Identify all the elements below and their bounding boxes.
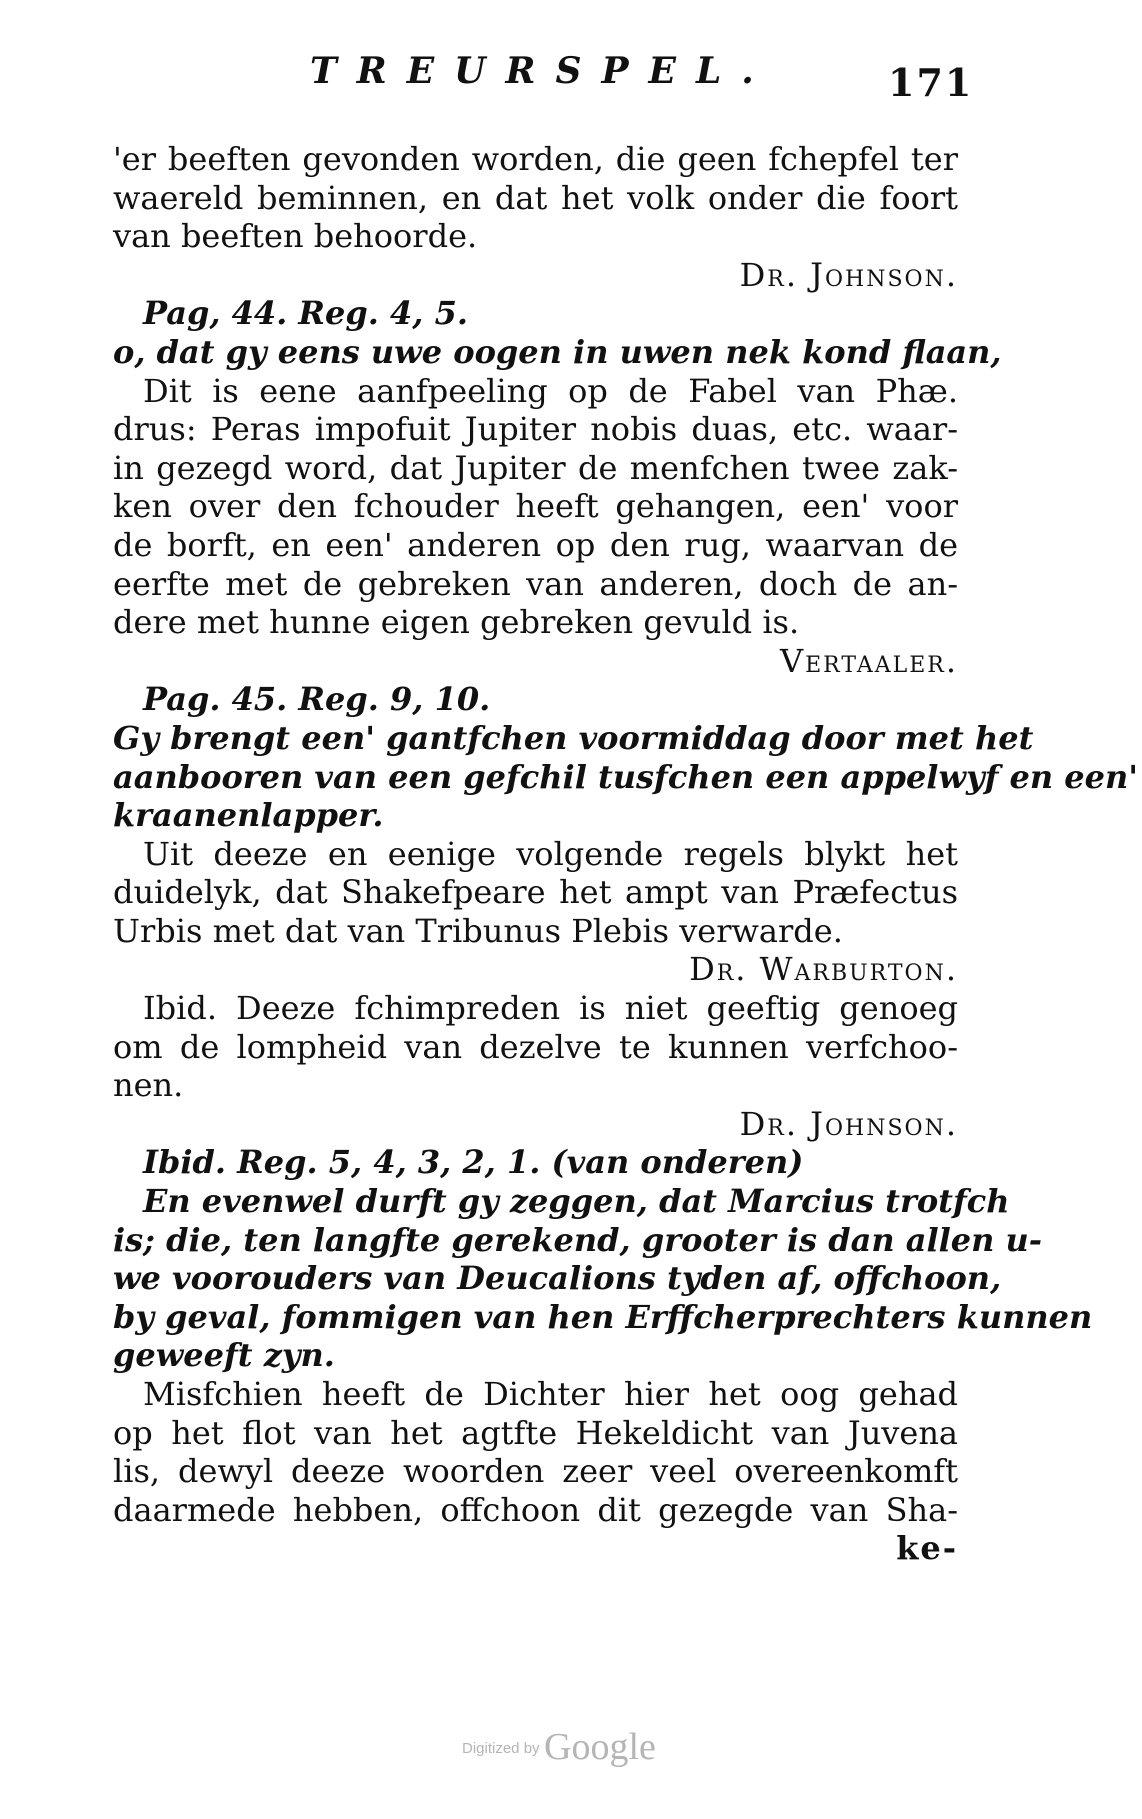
text-line: Ibid. Reg. 5, 4, 3, 2, 1. (van onderen) bbox=[143, 1143, 804, 1182]
text-line: daarmede hebben, offchoon dit gezegde van Sha- bbox=[113, 1490, 958, 1529]
text-line: duidelyk, dat Shakefpeare het ampt van Præfectus bbox=[113, 873, 958, 912]
text-line: geweeft zyn. bbox=[113, 1336, 335, 1375]
text-line: En evenwel durft gy zeggen, dat Marcius trotfch bbox=[143, 1182, 1010, 1221]
text-line: om de lompheid van dezelve te kunnen verfchoo- bbox=[113, 1027, 958, 1066]
digitized-prefix: Digitized by bbox=[462, 1740, 540, 1757]
text-line: Misfchien heeft de Dichter hier het oog gehad bbox=[143, 1375, 958, 1413]
text-line: eerfte met de gebreken van anderen, doch de an- bbox=[113, 564, 958, 603]
text-line: in gezegd word, dat Jupiter de menfchen twee zak- bbox=[113, 448, 958, 487]
body-text bbox=[113, 140, 1139, 1568]
text-line: drus: Peras impofuit Jupiter nobis duas, etc. waar- bbox=[113, 410, 958, 449]
text-line: lis, dewyl deeze woorden zeer veel overeenkomft bbox=[113, 1452, 958, 1491]
text-line: Dr. Warburton. bbox=[689, 950, 958, 989]
text-line: we voorouders van Deucalions tyden af, offchoon, bbox=[113, 1259, 1002, 1298]
text-line: o, dat gy eens uwe oogen in uwen nek kond flaan, bbox=[113, 332, 1002, 371]
text-line: 'er beeften gevonden worden, die geen fchepfel ter bbox=[113, 140, 958, 178]
text-line: waereld beminnen, en dat het volk onder die foort bbox=[113, 178, 958, 217]
text-line: Gy brengt een' gantfchen voormiddag door met het bbox=[113, 718, 1034, 757]
text-line: de borft, en een' anderen op den rug, waarvan de bbox=[113, 525, 958, 564]
text-line: dere met hunne eigen gebreken gevuld is. bbox=[113, 603, 800, 642]
running-head: TREURSPEL. bbox=[310, 50, 774, 92]
text-line: aanbooren van een gefchil tusfchen een appelwyf en een' bbox=[113, 757, 1139, 796]
text-line: Pag, 44. Reg. 4, 5. bbox=[143, 294, 468, 333]
text-line: Uit deeze en eenige volgende regels blykt het bbox=[143, 834, 958, 873]
text-line: ke- bbox=[896, 1529, 958, 1568]
text-line: op het flot van het agtfte Hekeldicht van Juvena bbox=[113, 1413, 958, 1452]
text-line: Dit is eene aanfpeeling op de Fabel van Phæ. bbox=[143, 371, 958, 410]
text-line: van beeften behoorde. bbox=[113, 217, 478, 256]
google-logo-text: Google bbox=[544, 1726, 656, 1768]
text-line: Dr. Johnson. bbox=[739, 255, 958, 294]
text-line: nen. bbox=[113, 1066, 184, 1105]
digitized-by-google-watermark bbox=[462, 1725, 656, 1769]
text-line: Urbis met dat van Tribunus Plebis verwarde. bbox=[113, 911, 843, 950]
text-line: kraanenlapper. bbox=[113, 796, 384, 835]
text-line: Vertaaler. bbox=[780, 641, 958, 680]
text-line: is; die, ten langfte gerekend, grooter is dan allen u- bbox=[113, 1220, 1043, 1259]
text-line: Pag. 45. Reg. 9, 10. bbox=[143, 680, 491, 719]
text-line: ken over den fchouder heeft gehangen, een' voor bbox=[113, 487, 958, 526]
page-number: 171 bbox=[888, 60, 974, 105]
text-line: by geval, fommigen van hen Erffcherprechters kunnen bbox=[113, 1297, 1093, 1336]
text-line: Ibid. Deeze fchimpreden is niet geeftig genoeg bbox=[143, 989, 958, 1028]
text-line: Dr. Johnson. bbox=[739, 1104, 958, 1143]
